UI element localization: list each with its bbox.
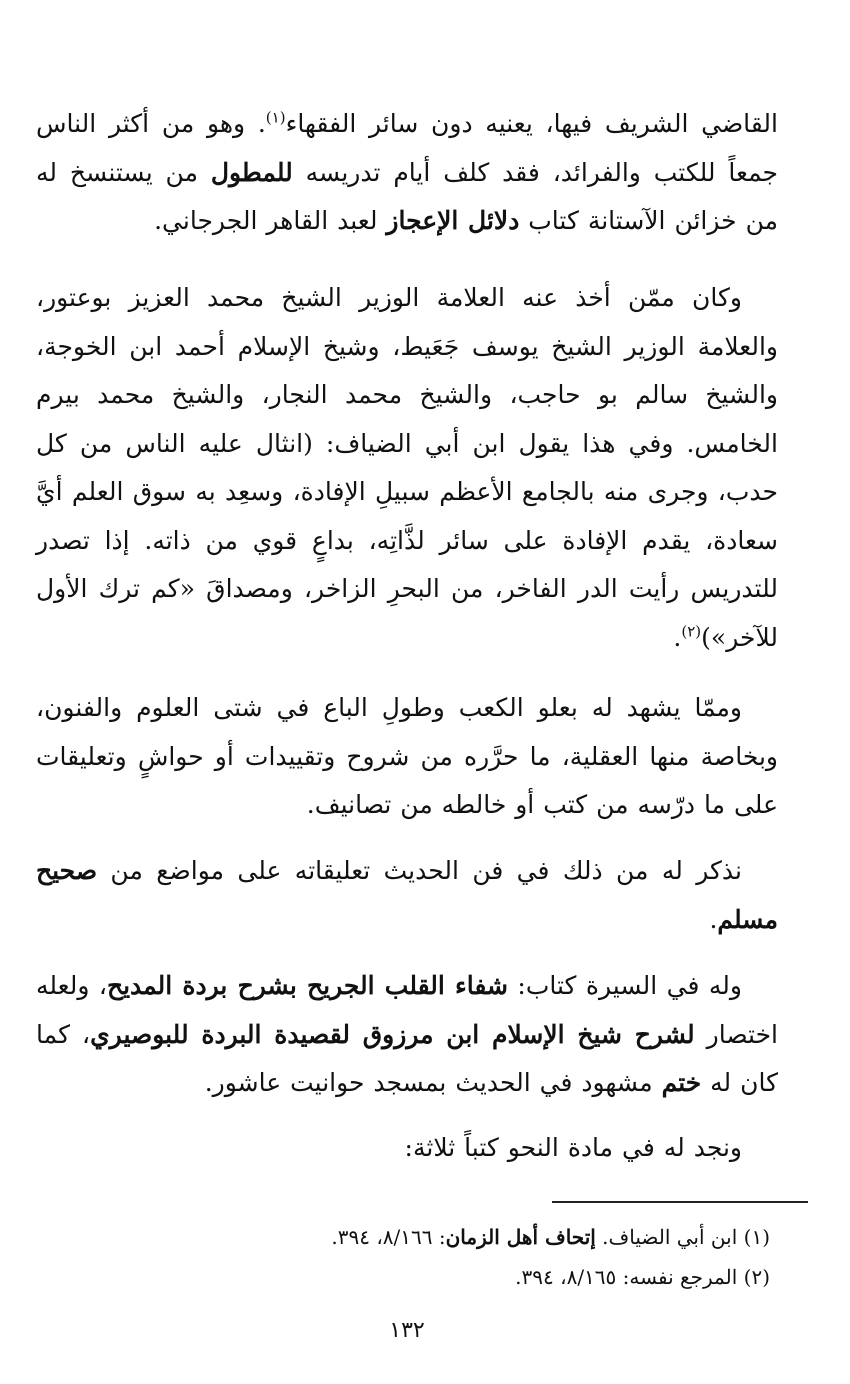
text-run: .	[673, 622, 682, 652]
paragraph-3	[36, 684, 778, 830]
text-run: القاضي الشريف فيها، يعنيه دون سائر الفقهاء	[285, 109, 778, 138]
book-title-mutawwal: للمطول	[210, 157, 293, 187]
book-title-ibn-marzuq: لشرح شيخ الإسلام ابن مرزوق لقصيدة البردة للبوصيري	[90, 1019, 695, 1049]
text-run: لعبد القاهر الجرجاني.	[154, 206, 387, 235]
page-number: ١٣٢	[389, 1318, 425, 1343]
text-run: ، ولعله اختصار	[36, 971, 778, 1049]
text-run: من يستنسخ له من خزائن الآستانة كتاب	[36, 157, 778, 235]
book-title-dalail: دلائل الإعجاز	[386, 206, 520, 235]
text-run: وممّا يشهد له بعلو الكعب وطولِ الباع في شتى العلوم والفنون، وبخاصة منها العقلية، ما حرَّره من شروح وتقييدات أو حواشٍ وتعليقات على ما درّسه من كتب أو خالطه من تصانيف.	[36, 693, 778, 819]
paragraph-5	[36, 962, 778, 1108]
footnote-divider	[552, 1201, 808, 1203]
footnote-number: (١)	[743, 1225, 770, 1249]
footnote-1	[331, 1222, 770, 1252]
paragraph-6	[36, 1124, 778, 1173]
footnote-ref-2[interactable]: (٢)	[681, 622, 702, 641]
text-run: ونجد له في مادة النحو كتباً ثلاثة:	[404, 1133, 742, 1162]
book-title-ithaf: إتحاف أهل الزمان	[445, 1225, 596, 1249]
paragraph-2	[36, 274, 778, 662]
book-title-sahih-muslim: صحيح مسلم	[36, 856, 778, 934]
text-run: مشهود في الحديث بمسجد حوانيت عاشور.	[204, 1068, 662, 1097]
footnote-ref-1[interactable]: (١)	[265, 108, 286, 127]
text-run: ابن أبي الضياف.	[595, 1225, 744, 1249]
book-title-shifa: شفاء القلب الجريح بشرح بردة المديح	[106, 971, 508, 1000]
footnote-number: (٢)	[743, 1265, 770, 1289]
footnote-2	[515, 1262, 770, 1292]
text-run: ، كما كان له	[36, 1019, 778, 1097]
paragraph-1	[36, 100, 778, 246]
text-run: وكان ممّن أخذ عنه العلامة الوزير الشيخ محمد العزيز بوعتور، والعلامة الوزير الشيخ يوسف جَعَيط، وشيخ الإسلام أحمد ابن الخوجة، والشيخ سالم بو حاجب، والشيخ محمد النجار، والشيخ محمد بيرم الخامس. وفي هذا يقول ابن أبي الضياف: (انثال عليه الناس من كل حدب، وجرى منه بالجامع الأعظم سبيلِ الإفادة، وسعِد به سوق العلم أيَّ سعادة، يقدم الإفادة على سائر لذَّاتِه، بداعٍ قوي من ذاته. إذا تصدر للتدريس رأيت الدر الفاخر، من البحرِ الزاخر، ومصداقَ «كم ترك الأول للآخر»)	[36, 283, 778, 652]
text-run: . وهو من أكثر الناس جمعاً للكتب والفرائد، فقد كلف أيام تدريسه	[36, 109, 778, 187]
book-page	[36, 0, 778, 1384]
text-run: : ٨/١٦٦، ٣٩٤.	[331, 1225, 446, 1249]
paragraph-4	[36, 847, 778, 944]
term-khatm: ختم	[661, 1068, 702, 1097]
text-run: نذكر له من ذلك في فن الحديث تعليقاته على مواضع من	[97, 856, 742, 885]
text-run: المرجع نفسه: ٨/١٦٥، ٣٩٤.	[515, 1265, 744, 1289]
text-run: .	[709, 904, 718, 934]
text-run: وله في السيرة كتاب:	[507, 971, 742, 1000]
